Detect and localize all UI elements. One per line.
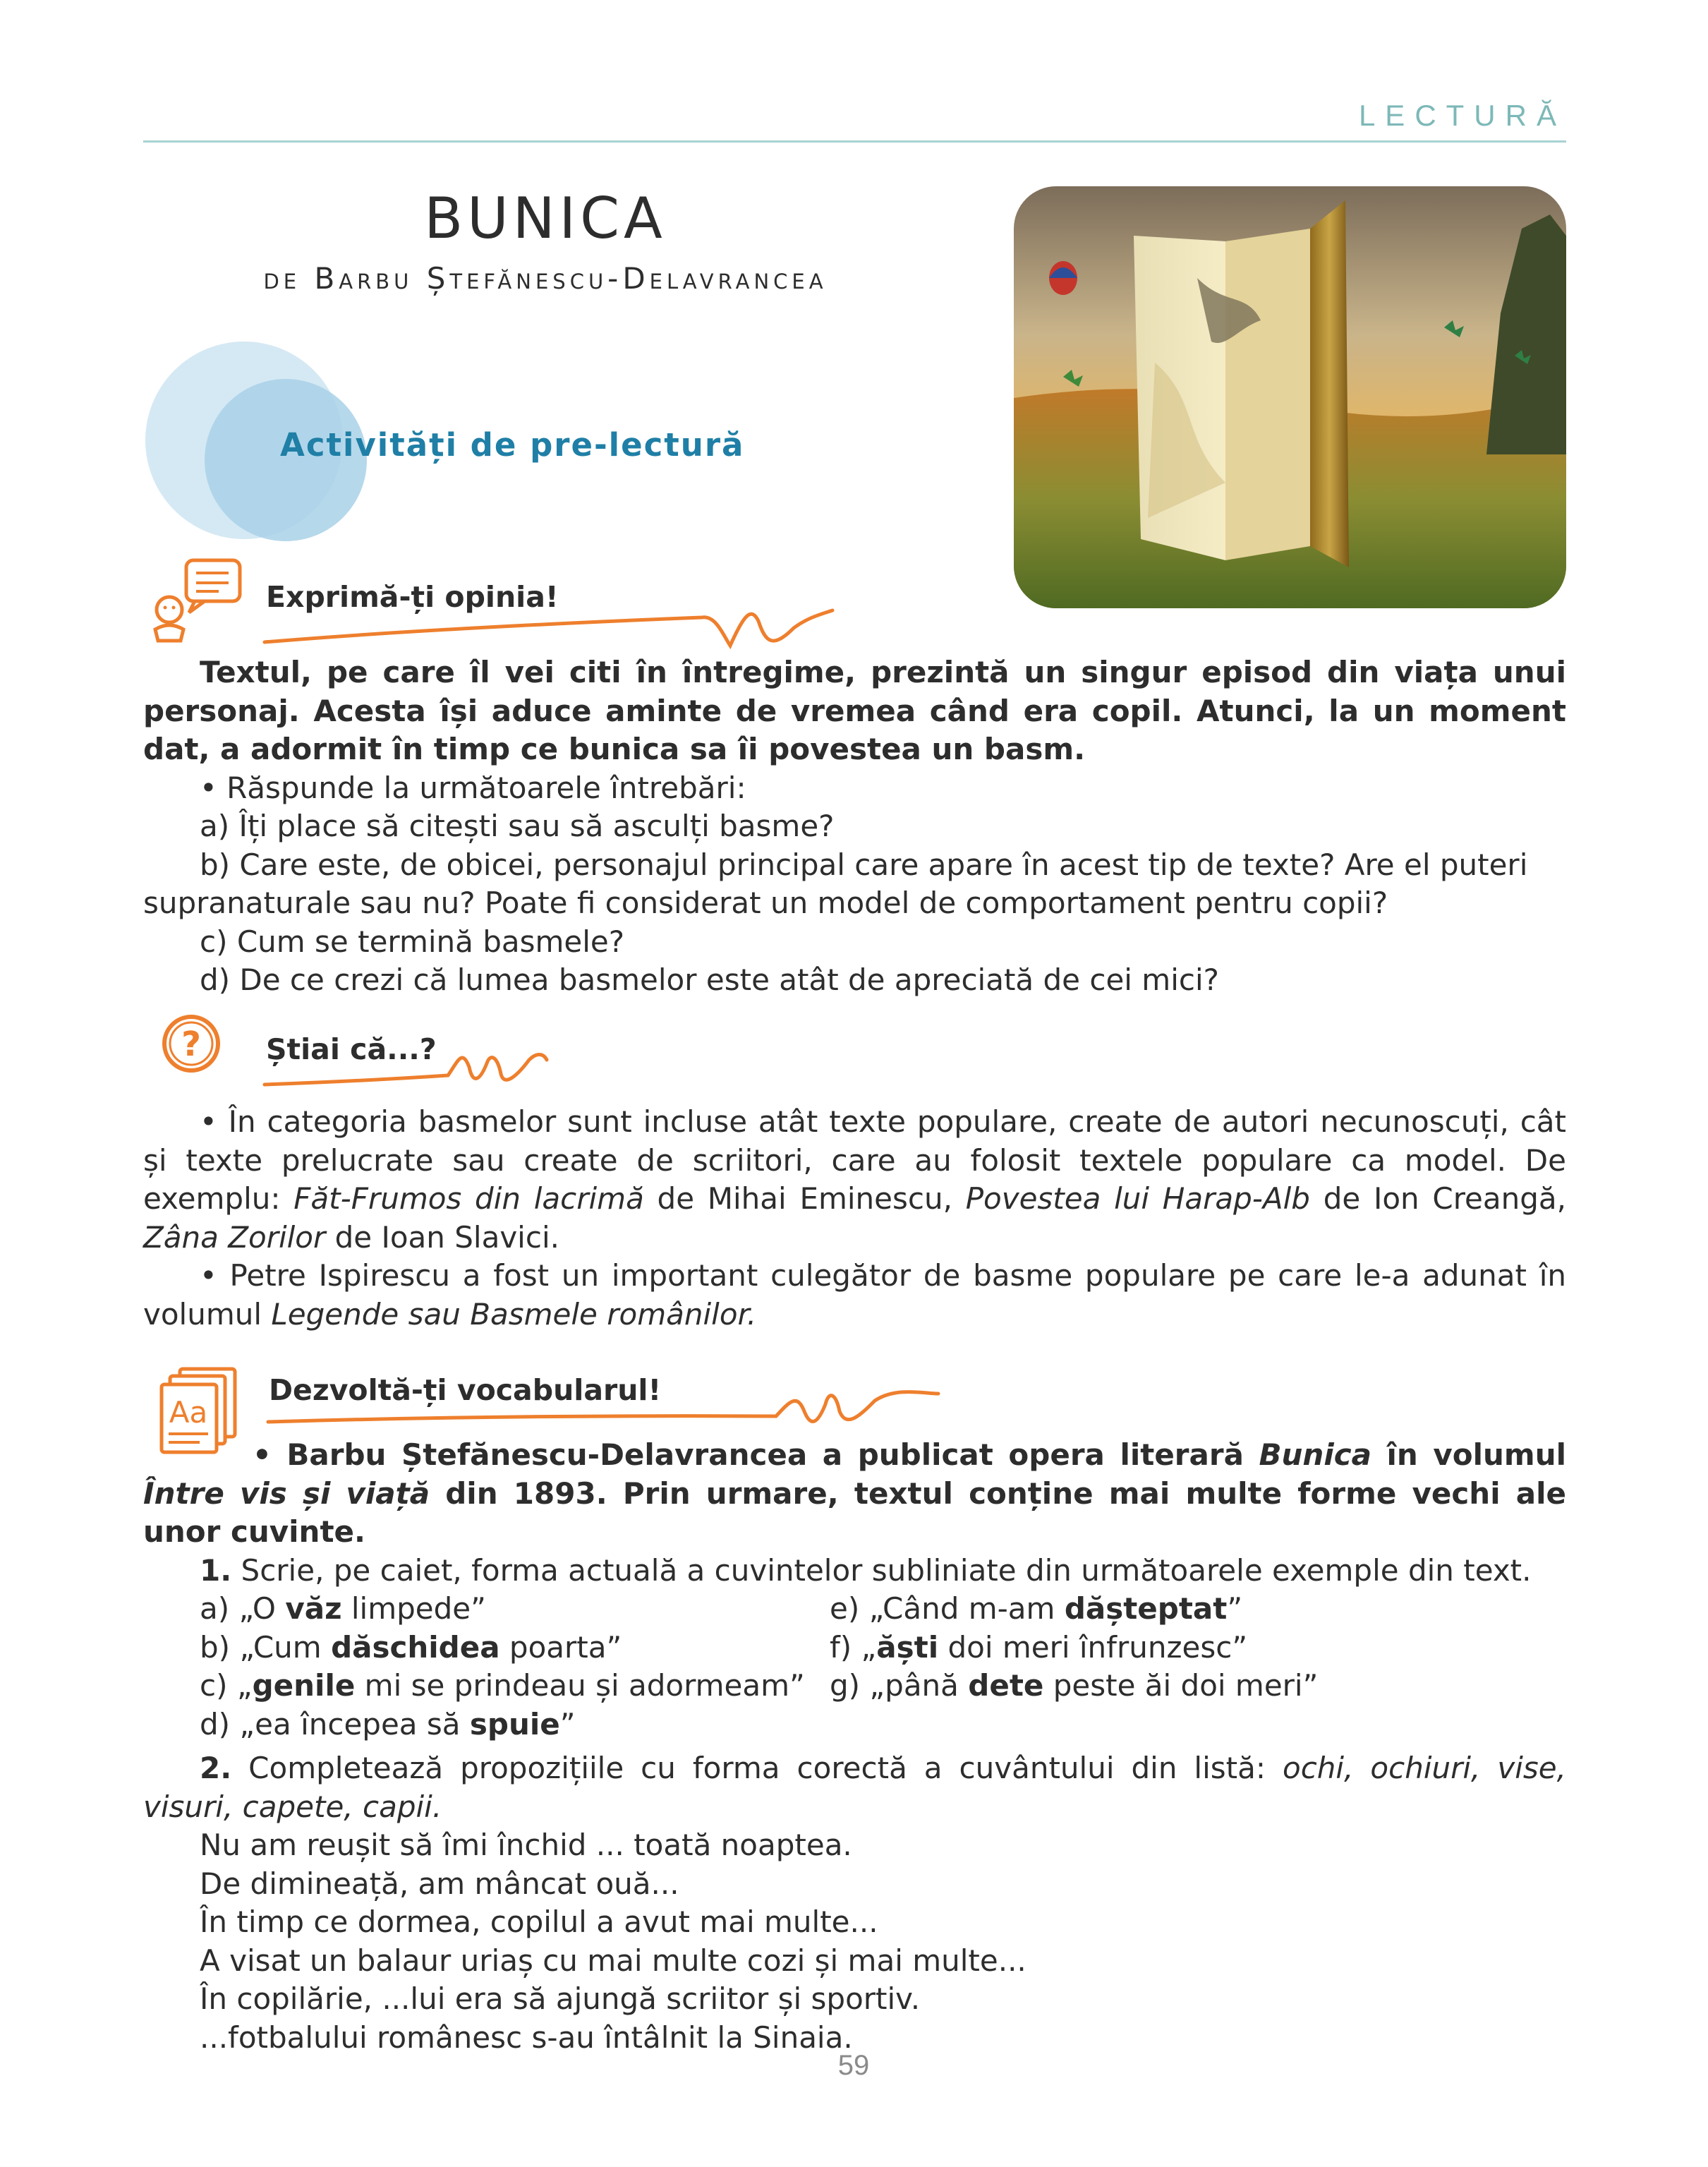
section1-intro: Textul, pe care îl vei citi în întregime, prezintă un singur episod din viața unui personaj. Acesta își aduce aminte de vremea când era copil. Atunci, la un moment dat, a adormit în timp ce bunica sa îi povestea un basm. <box>143 655 1566 766</box>
sentence-4: A visat un balaur uriaș cu mai multe cozi și mai multe... <box>200 1943 1026 1978</box>
exercise-1: 1. Scrie, pe caiet, forma actuală a cuvintelor subliniate din următoarele exemple din text. <box>200 1552 1532 1588</box>
question-d: d) De ce crezi că lumea basmelor este atât de apreciată de cei mici? <box>200 962 1219 997</box>
question-b: b) Care este, de obicei, personajul principal care apare în acest tip de texte? Are el puteri supranaturale sau nu? Poate fi considerat un model de comportament pentru copii? <box>143 847 1528 920</box>
page-title: BUNICA <box>424 186 667 251</box>
book-illustration <box>1014 186 1566 608</box>
fact-1: • În categoria basmelor sunt incluse atât texte populare, create de autori necunoscuți, cât și texte prelucrate sau create de scriitori, care au folosit textele populare ca model. De exemplu: Făt-Frumos din lacrimă de Mihai Eminescu, Povestea lui Harap-Alb de Ion Creangă, Zâna Zorilor de Ioan Slavici. <box>143 1104 1566 1255</box>
section1-body <box>143 653 1566 1000</box>
sentence-6: ...fotbalului românesc s-au întâlnit la Sinaia. <box>200 2020 853 2055</box>
page-number: 59 <box>837 2050 870 2081</box>
section-label: LECTURĂ <box>1358 99 1566 132</box>
item-f: f) „ăști doi meri înfrunzesc” <box>830 1629 1248 1665</box>
did-you-know-heading: Știai că...? <box>266 1032 437 1066</box>
item-a: a) „O văz limpede” <box>200 1591 486 1626</box>
question-a: a) Îți place să citești sau să asculți basme? <box>200 809 835 843</box>
section3-body <box>143 1436 1566 2057</box>
opinion-heading: Exprimă-ți opinia! <box>266 580 559 614</box>
question-mark-icon <box>161 1013 222 1074</box>
exercise-1-items <box>143 1590 1566 1744</box>
header-rule <box>143 140 1566 143</box>
svg-text:Aa: Aa <box>169 1395 208 1430</box>
fact-2: • Petre Ispirescu a fost un important culegător de basme populare pe care le-a adunat în volumul Legende sau Basmele românilor. <box>143 1258 1566 1332</box>
heading-underline-squiggle <box>258 1032 575 1099</box>
author-line: de Barbu Ștefănescu-Delavrancea <box>263 261 828 296</box>
sentence-5: În copilărie, ...lui era să ajungă scriitor și sportiv. <box>200 1981 921 2016</box>
item-d: d) „ea începea să spuie” <box>200 1706 576 1742</box>
sentence-3: În timp ce dormea, copilul a avut mai multe... <box>200 1905 878 1939</box>
item-c: c) „genile mi se prindeau și adormeam” <box>200 1668 805 1703</box>
sentence-1: Nu am reușit să îmi închid ... toată noaptea. <box>200 1828 852 1862</box>
sentence-2: De dimineață, am mâncat ouă... <box>200 1866 679 1901</box>
svg-text:?: ? <box>181 1025 201 1064</box>
item-g: g) „până dete peste ăi doi meri” <box>830 1668 1319 1703</box>
speech-bubble-icon <box>145 556 244 644</box>
question-c: c) Cum se termină basmele? <box>200 924 625 959</box>
exercise-2: 2. Completează propozițiile cu forma corectă a cuvântului din listă: ochi, ochiuri, vise, visuri, capete, capii. <box>143 1751 1566 1824</box>
section1-prompt: • Răspunde la următoarele întrebări: <box>200 770 746 805</box>
prelectura-heading: Activități de pre-lectură <box>280 426 745 464</box>
heading-underline-squiggle <box>258 579 836 656</box>
section2-body <box>143 1103 1566 1334</box>
vocabulary-heading: Dezvoltă-ți vocabularul! <box>269 1373 662 1407</box>
vocabulary-intro: • Barbu Ștefănescu-Delavrancea a publicat opera literară Bunica în volumul Între vis și viață din 1893. Prin urmare, textul conține mai multe forme vechi ale unor cuvinte. <box>143 1437 1566 1549</box>
item-e: e) „Când m-am dășteptat” <box>830 1591 1243 1626</box>
item-b: b) „Cum dăschidea poarta” <box>200 1629 622 1665</box>
heading-underline-squiggle <box>261 1372 945 1443</box>
